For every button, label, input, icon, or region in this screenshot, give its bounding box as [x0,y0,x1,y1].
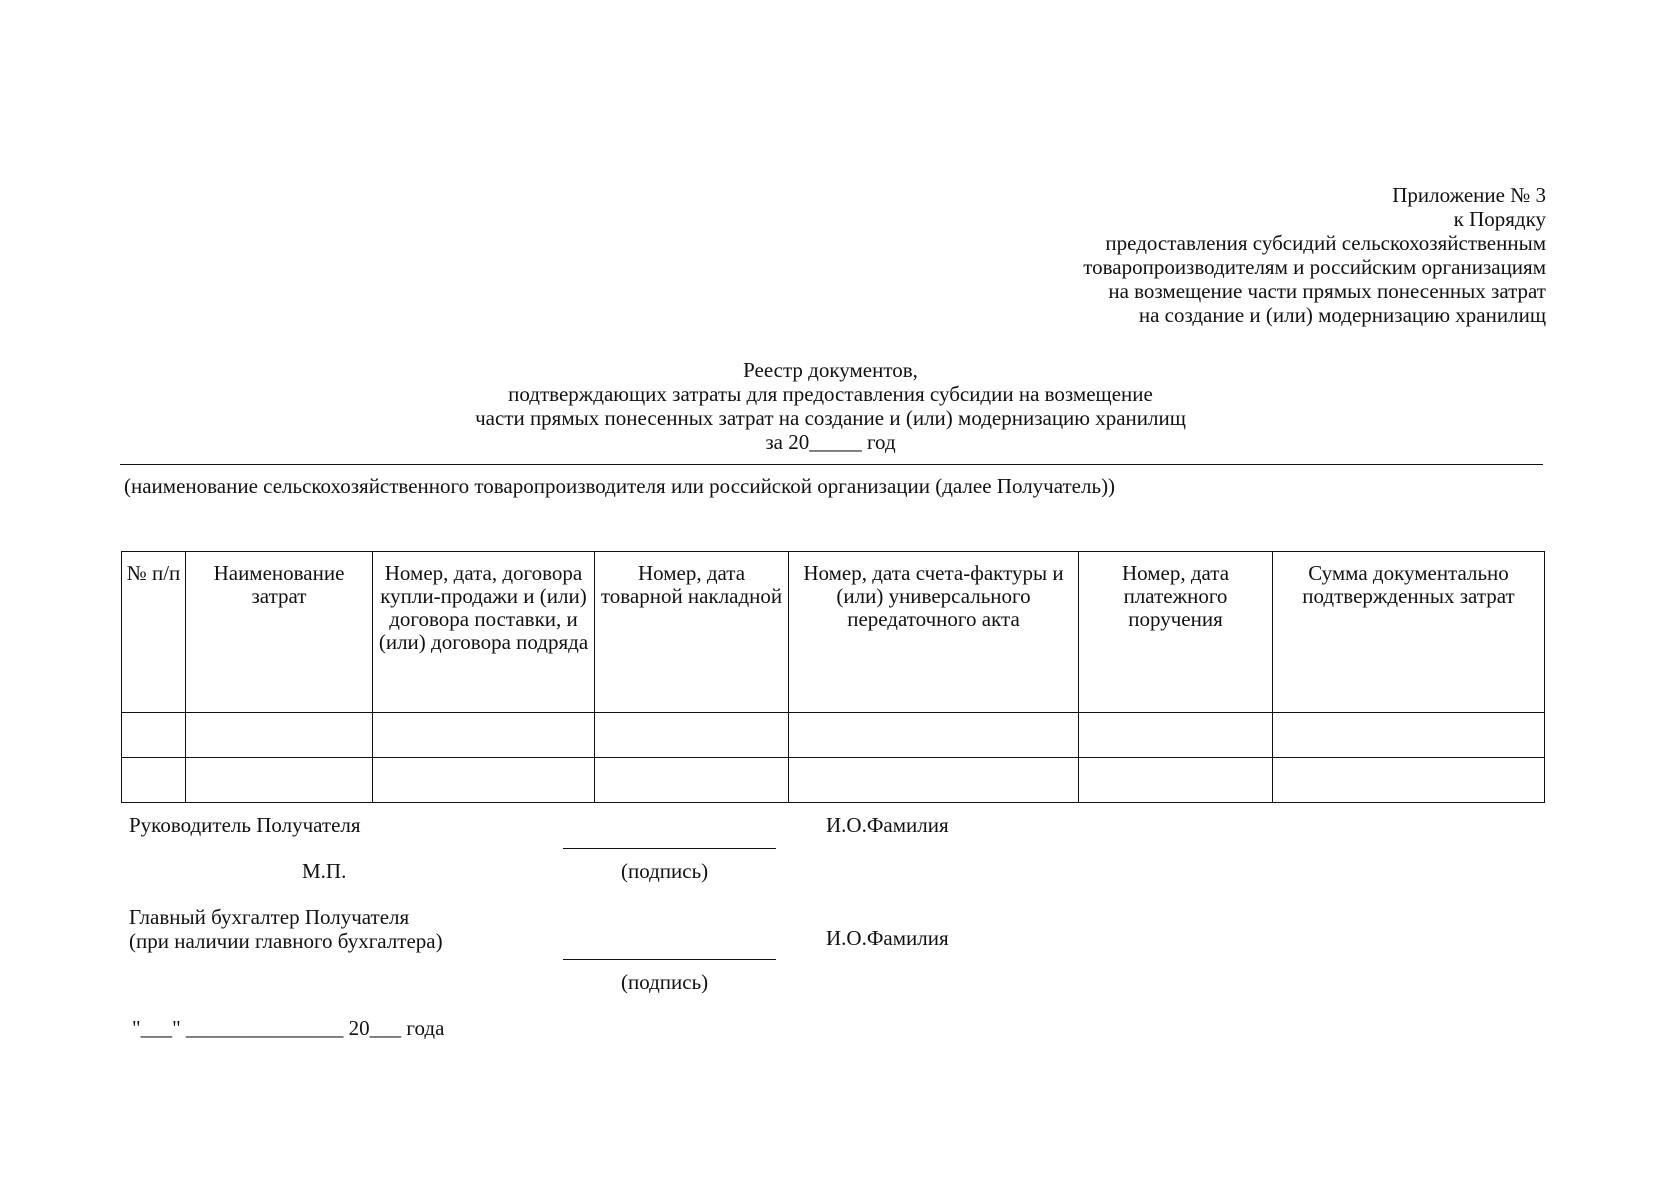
document-title [0,358,1661,454]
appendix-line: на возмещение части прямых понесенных затрат [1108,279,1546,303]
table-cell [122,713,186,758]
head-label: Руководитель Получателя [129,813,361,837]
recipient-name-line [120,464,1543,465]
table-cell [595,713,789,758]
table-cell [373,713,595,758]
header-expense-name: Наименование затрат [186,552,373,713]
header-invoice: Номер, дата счета-фактуры и (или) универсального передаточного акта [789,552,1079,713]
appendix-line: на создание и (или) модернизацию хранилищ [1138,303,1546,327]
appendix-line: товаропроизводителям и российским организациям [1083,255,1546,279]
header-waybill: Номер, дата товарной накладной [595,552,789,713]
table-cell [373,758,595,803]
table-cell [186,713,373,758]
table-cell [1079,758,1273,803]
stamp-label: М.П. [302,859,347,883]
table-cell [789,758,1079,803]
head-name: И.О.Фамилия [826,813,949,837]
accountant-label: Главный бухгалтер Получателя [129,905,410,929]
table-cell [789,713,1079,758]
accountant-note: (при наличии главного бухгалтера) [129,929,443,953]
appendix-line: предоставления субсидий сельскохозяйственным [1105,231,1546,255]
table-cell [186,758,373,803]
table-row [122,758,1545,803]
header-contract: Номер, дата, договора купли-продажи и (или) договора поставки, и (или) договора подряда [373,552,595,713]
title-line: Реестр документов, [743,358,918,382]
head-signature-line [563,848,776,849]
appendix-header [1083,183,1546,327]
accountant-signature-line [563,959,776,960]
table-cell [1273,713,1545,758]
title-line: части прямых понесенных затрат на создание и (или) модернизацию хранилищ [475,406,1186,430]
appendix-line: Приложение № 3 [1392,183,1546,207]
appendix-line: к Порядку [1453,207,1546,231]
date-line: "___" _______________ 20___ года [132,1016,445,1040]
recipient-caption: (наименование сельскохозяйственного товаропроизводителя или российской организации (далее Получатель)) [124,474,1116,498]
accountant-name: И.О.Фамилия [826,926,949,950]
table-cell [1273,758,1545,803]
registry-table [121,551,1545,803]
table-cell [122,758,186,803]
table-header-row [122,552,1545,713]
signature-caption: (подпись) [621,859,709,883]
table-row [122,713,1545,758]
signature-caption: (подпись) [621,970,709,994]
header-number: № п/п [122,552,186,713]
table-cell [1079,713,1273,758]
title-line: за 20_____ год [765,430,896,454]
title-line: подтверждающих затраты для предоставления субсидии на возмещение [508,382,1153,406]
header-payment-order: Номер, дата платежного поручения [1079,552,1273,713]
table-cell [595,758,789,803]
header-sum: Сумма документально подтвержденных затрат [1273,552,1545,713]
